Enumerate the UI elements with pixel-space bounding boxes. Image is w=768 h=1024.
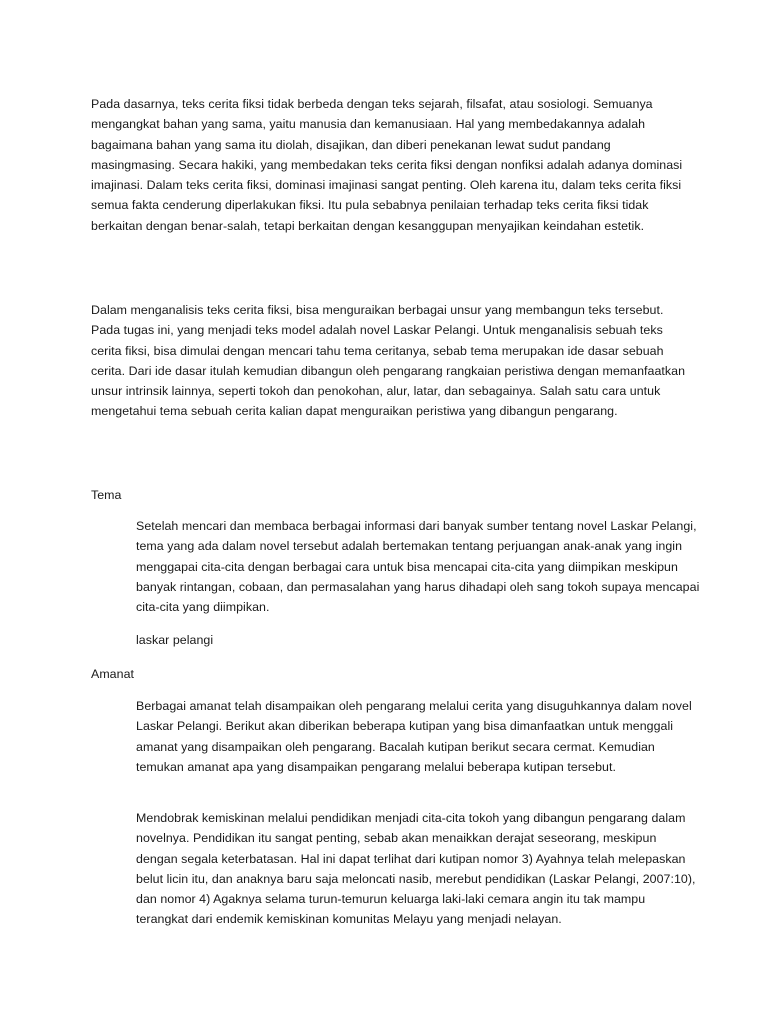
amanat-paragraph-1: Berbagai amanat telah disampaikan oleh pengarang melalui cerita yang disuguhkannya dalam novel Laskar Pelangi. Berikut akan diberikan beberapa kutipan yang bisa dimanfaatkan untuk menggali amanat yang disampaikan oleh pengarang. Bacalah kutipan berikut secara cermat. Kemudian temukan amanat apa yang disampaikan pengarang melalui beberapa kutipan tersebut. <box>136 699 692 774</box>
amanat-paragraph-2: Mendobrak kemiskinan melalui pendidikan menjadi cita-cita tokoh yang dibangun pengarang dalam novelnya. Pendidikan itu sangat penting, sebab akan menaikkan derajat seseorang, meskipun dengan segala keterbatasan. Hal ini dapat terlihat dari kutipan nomor 3) Ayahnya telah melepaskan belut licin itu, dan anaknya baru saja meloncati nasib, merebut pendidikan (Laskar Pelangi, 2007:10), dan nomor 4) Agaknya selama turun-temurun keluarga laki-laki cemara angin itu tak mampu terangkat dari endemik kemiskinan komunitas Melayu yang menjadi nelayan. <box>136 811 696 927</box>
tema-note: laskar pelangi <box>136 633 214 647</box>
tema-heading: Tema <box>91 488 122 502</box>
intro-paragraph: Pada dasarnya, teks cerita fiksi tidak berbeda dengan teks sejarah, filsafat, atau sosiologi. Semuanya mengangkat bahan yang sama, yaitu manusia dan kemanusiaan. Hal yang membedakannya adalah bagaimana bahan yang sama itu diolah, disajikan, dan diberi penekanan lewat sudut pandang masingmasing. Secara hakiki, yang membedakan teks cerita fiksi dengan nonfiksi adalah adanya dominasi imajinasi. Dalam teks cerita fiksi, dominasi imajinasi sangat penting. Oleh karena itu, dalam teks cerita fiksi semua fakta cenderung diperlakukan fiksi. Itu pula sebabnya penilaian terhadap teks cerita fiksi tidak berkaitan dengan benar-salah, tetapi berkaitan dengan kesanggupan menyajikan keindahan estetik. <box>91 97 683 233</box>
amanat-heading: Amanat <box>91 667 135 681</box>
analysis-paragraph: Dalam menganalisis teks cerita fiksi, bisa menguraikan berbagai unsur yang membangun teks tersebut. Pada tugas ini, yang menjadi teks model adalah novel Laskar Pelangi. Untuk menganalisis sebuah teks cerita fiksi, bisa dimulai dengan mencari tahu tema ceritanya, sebab tema merupakan ide dasar sebuah cerita. Dari ide dasar itulah kemudian dibangun oleh pengarang rangkaian peristiwa dengan memanfaatkan unsur intrinsik lainnya, seperti tokoh dan penokohan, alur, latar, dan sebagainya. Salah satu cara untuk mengetahui tema sebuah cerita kalian dapat menguraikan peristiwa yang dibangun pengarang. <box>91 303 686 419</box>
tema-paragraph: Setelah mencari dan membaca berbagai informasi dari banyak sumber tentang novel Laskar Pelangi, tema yang ada dalam novel tersebut adalah bertemakan tentang perjuangan anak-anak yang ingin menggapai cita-cita dengan berbagai cara untuk bisa mencapai cita-cita yang diimpikan meskipun banyak rintangan, cobaan, dan permasalahan yang harus dihadapi oleh sang tokoh supaya mencapai cita-cita yang diimpikan. <box>136 519 700 615</box>
